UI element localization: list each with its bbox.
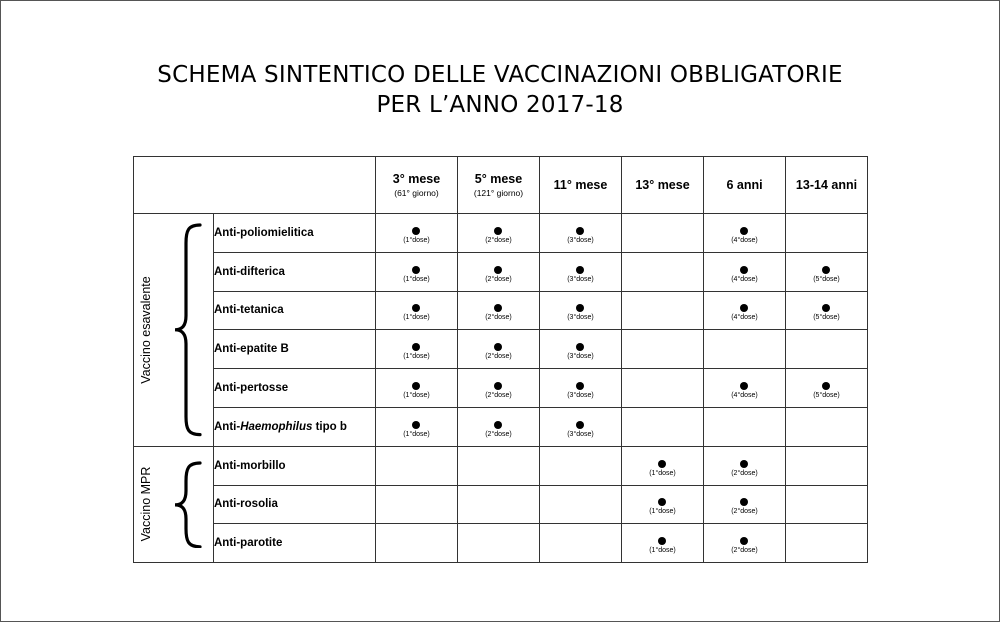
dose-marker: [567, 227, 594, 244]
schedule-cell: [540, 330, 622, 369]
filled-circle-icon: [412, 266, 420, 274]
column-header: [376, 157, 458, 214]
vaccine-row: [134, 330, 868, 369]
dose-label: (2°dose): [731, 508, 758, 516]
schedule-cell: [704, 252, 786, 291]
schedule-cell: [540, 252, 622, 291]
filled-circle-icon: [576, 421, 584, 429]
schedule-cell: [376, 330, 458, 369]
schedule-cell: [458, 330, 540, 369]
schedule-cell: [458, 485, 540, 524]
filled-circle-icon: [740, 266, 748, 274]
dose-label: (1°dose): [403, 430, 430, 438]
dose-label: (1°dose): [403, 236, 430, 244]
vaccine-name: [214, 252, 376, 291]
schedule-cell: [376, 291, 458, 330]
vaccination-schedule-table: [133, 156, 868, 563]
dose-marker: [731, 382, 758, 399]
column-header: [704, 157, 786, 214]
schedule-cell: [376, 485, 458, 524]
schedule-cell: [458, 369, 540, 408]
column-header: [540, 157, 622, 214]
filled-circle-icon: [494, 343, 502, 351]
column-header-label: 3° mese: [392, 172, 441, 186]
header-row: [134, 157, 868, 214]
filled-circle-icon: [494, 266, 502, 274]
filled-circle-icon: [494, 227, 502, 235]
title-line-2: PER L’ANNO 2017-18: [376, 92, 624, 118]
filled-circle-icon: [822, 382, 830, 390]
filled-circle-icon: [412, 382, 420, 390]
vaccine-name-text: Anti-poliomielitica: [214, 226, 314, 239]
dose-marker: [649, 537, 676, 554]
filled-circle-icon: [494, 421, 502, 429]
vaccine-row: [134, 446, 868, 485]
dose-marker: [485, 343, 512, 360]
schedule-cell: [786, 330, 868, 369]
schedule-cell: [458, 291, 540, 330]
dose-marker: [567, 266, 594, 283]
schedule-cell: [540, 291, 622, 330]
column-header-label: 13-14 anni: [795, 178, 858, 192]
vaccine-name-text: Anti-tetanica: [214, 304, 284, 317]
dose-label: (1°dose): [403, 353, 430, 361]
schedule-cell: [622, 252, 704, 291]
vaccine-name-text: Anti-parotite: [214, 537, 283, 550]
dose-marker: [403, 304, 430, 321]
schedule-cell: [704, 407, 786, 446]
filled-circle-icon: [576, 343, 584, 351]
dose-label: (5°dose): [813, 314, 840, 322]
column-header: [786, 157, 868, 214]
filled-circle-icon: [822, 304, 830, 312]
vaccine-name: [214, 214, 376, 253]
dose-marker: [485, 382, 512, 399]
vaccine-row: [134, 524, 868, 563]
schedule-cell: [786, 446, 868, 485]
dose-label: (4°dose): [731, 275, 758, 283]
dose-label: (2°dose): [485, 275, 512, 283]
dose-label: (3°dose): [567, 353, 594, 361]
schedule-cell: [376, 407, 458, 446]
dose-marker: [731, 460, 758, 477]
dose-label: (1°dose): [403, 275, 430, 283]
vaccine-name-text: Anti-rosolia: [214, 498, 278, 511]
filled-circle-icon: [412, 421, 420, 429]
vaccine-name: [214, 369, 376, 408]
filled-circle-icon: [412, 227, 420, 235]
filled-circle-icon: [576, 382, 584, 390]
schedule-cell: [786, 524, 868, 563]
dose-label: (1°dose): [649, 547, 676, 555]
vaccine-row: [134, 485, 868, 524]
vaccine-name-italic: Haemophilus: [240, 420, 313, 433]
schedule-cell: [622, 214, 704, 253]
vaccine-name: [214, 485, 376, 524]
dose-label: (1°dose): [403, 391, 430, 399]
vaccine-name: [214, 291, 376, 330]
dose-marker: [403, 227, 430, 244]
schedule-cell: [376, 369, 458, 408]
schedule-cell: [786, 214, 868, 253]
dose-label: (1°dose): [403, 314, 430, 322]
schedule-cell: [622, 524, 704, 563]
schedule-cell: [540, 446, 622, 485]
schedule-cell: [704, 330, 786, 369]
schedule-cell: [622, 407, 704, 446]
vaccine-name-text: Anti-epatite B: [214, 343, 289, 356]
filled-circle-icon: [494, 382, 502, 390]
filled-circle-icon: [740, 382, 748, 390]
schedule-cell: [704, 214, 786, 253]
dose-label: (2°dose): [731, 547, 758, 555]
dose-label: (2°dose): [731, 469, 758, 477]
dose-label: (3°dose): [567, 275, 594, 283]
schedule-cell: [376, 446, 458, 485]
dose-marker: [813, 304, 840, 321]
filled-circle-icon: [576, 304, 584, 312]
column-header-sublabel: (61° giorno): [394, 188, 439, 198]
filled-circle-icon: [740, 304, 748, 312]
dose-marker: [731, 537, 758, 554]
dose-marker: [731, 304, 758, 321]
dose-label: (2°dose): [485, 391, 512, 399]
schedule-cell: [458, 214, 540, 253]
title-line-1: SCHEMA SINTENTICO DELLE VACCINAZIONI OBBLIGATORIE: [157, 62, 843, 88]
schedule-cell: [786, 407, 868, 446]
dose-label: (1°dose): [649, 508, 676, 516]
dose-label: (4°dose): [731, 391, 758, 399]
filled-circle-icon: [658, 498, 666, 506]
filled-circle-icon: [822, 266, 830, 274]
vaccine-group-label: Vaccino esavalente: [139, 276, 153, 384]
schedule-cell: [704, 291, 786, 330]
schedule-cell: [786, 291, 868, 330]
dose-marker: [731, 498, 758, 515]
filled-circle-icon: [412, 304, 420, 312]
dose-marker: [813, 266, 840, 283]
dose-label: (2°dose): [485, 314, 512, 322]
dose-label: (5°dose): [813, 391, 840, 399]
schedule-cell: [622, 369, 704, 408]
filled-circle-icon: [576, 227, 584, 235]
schedule-cell: [458, 407, 540, 446]
schedule-cell: [622, 446, 704, 485]
vaccine-name: [214, 330, 376, 369]
dose-marker: [567, 343, 594, 360]
schedule-cell: [458, 446, 540, 485]
dose-marker: [485, 227, 512, 244]
filled-circle-icon: [576, 266, 584, 274]
dose-marker: [731, 266, 758, 283]
dose-marker: [485, 304, 512, 321]
vaccine-group-cell: [134, 214, 214, 447]
column-header-label: 5° mese: [474, 172, 523, 186]
dose-marker: [403, 382, 430, 399]
column-header-label: 6 anni: [726, 178, 763, 192]
schedule-cell: [376, 524, 458, 563]
vaccine-name-text: Anti-: [214, 420, 241, 433]
dose-label: (3°dose): [567, 430, 594, 438]
dose-marker: [567, 382, 594, 399]
vaccine-row: [134, 369, 868, 408]
schedule-cell: [458, 252, 540, 291]
dose-label: (2°dose): [485, 353, 512, 361]
dose-label: (3°dose): [567, 391, 594, 399]
filled-circle-icon: [658, 537, 666, 545]
schedule-cell: [704, 369, 786, 408]
vaccine-name-text: Anti-pertosse: [214, 381, 289, 394]
filled-circle-icon: [740, 460, 748, 468]
dose-marker: [403, 421, 430, 438]
vaccine-name: [214, 446, 376, 485]
dose-marker: [567, 421, 594, 438]
schedule-cell: [458, 524, 540, 563]
column-header: [622, 157, 704, 214]
schedule-cell: [376, 214, 458, 253]
dose-marker: [813, 382, 840, 399]
column-header-label: 13° mese: [635, 178, 690, 192]
column-header: [458, 157, 540, 214]
vaccine-row: [134, 214, 868, 253]
filled-circle-icon: [740, 537, 748, 545]
schedule-cell: [786, 369, 868, 408]
vaccine-name-suffix: tipo b: [312, 420, 347, 433]
schedule-cell: [786, 485, 868, 524]
filled-circle-icon: [494, 304, 502, 312]
schedule-cell: [786, 252, 868, 291]
dose-marker: [731, 227, 758, 244]
vaccine-name: [214, 407, 376, 446]
dose-marker: [403, 343, 430, 360]
dose-marker: [485, 266, 512, 283]
dose-label: (2°dose): [485, 236, 512, 244]
dose-label: (2°dose): [485, 430, 512, 438]
vaccine-row: [134, 291, 868, 330]
vaccine-name: [214, 524, 376, 563]
schedule-cell: [704, 446, 786, 485]
schedule-cell: [704, 485, 786, 524]
dose-label: (1°dose): [649, 469, 676, 477]
dose-marker: [567, 304, 594, 321]
header-corner: [134, 157, 376, 214]
schedule-cell: [540, 369, 622, 408]
curly-brace-icon: [172, 223, 202, 437]
dose-marker: [649, 460, 676, 477]
column-header-sublabel: (121° giorno): [473, 188, 524, 198]
vaccine-group-label: Vaccino MPR: [139, 467, 153, 542]
schedule-cell: [540, 407, 622, 446]
schedule-cell: [540, 485, 622, 524]
curly-brace-icon: [172, 461, 202, 549]
dose-marker: [485, 421, 512, 438]
vaccine-row: [134, 407, 868, 446]
dose-label: (4°dose): [731, 236, 758, 244]
schedule-cell: [622, 485, 704, 524]
filled-circle-icon: [412, 343, 420, 351]
vaccine-name-text: Anti-difterica: [214, 265, 285, 278]
dose-marker: [649, 498, 676, 515]
vaccine-row: [134, 252, 868, 291]
dose-label: (4°dose): [731, 314, 758, 322]
column-header-label: 11° mese: [553, 178, 608, 192]
filled-circle-icon: [658, 460, 666, 468]
schedule-cell: [376, 252, 458, 291]
filled-circle-icon: [740, 227, 748, 235]
dose-label: (3°dose): [567, 236, 594, 244]
dose-label: (3°dose): [567, 314, 594, 322]
vaccine-group-cell: [134, 446, 214, 563]
vaccine-name-text: Anti-morbillo: [214, 459, 286, 472]
schedule-cell: [704, 524, 786, 563]
dose-label: (5°dose): [813, 275, 840, 283]
schedule-cell: [622, 291, 704, 330]
dose-marker: [403, 266, 430, 283]
schedule-cell: [622, 330, 704, 369]
schedule-cell: [540, 214, 622, 253]
schedule-cell: [540, 524, 622, 563]
filled-circle-icon: [740, 498, 748, 506]
